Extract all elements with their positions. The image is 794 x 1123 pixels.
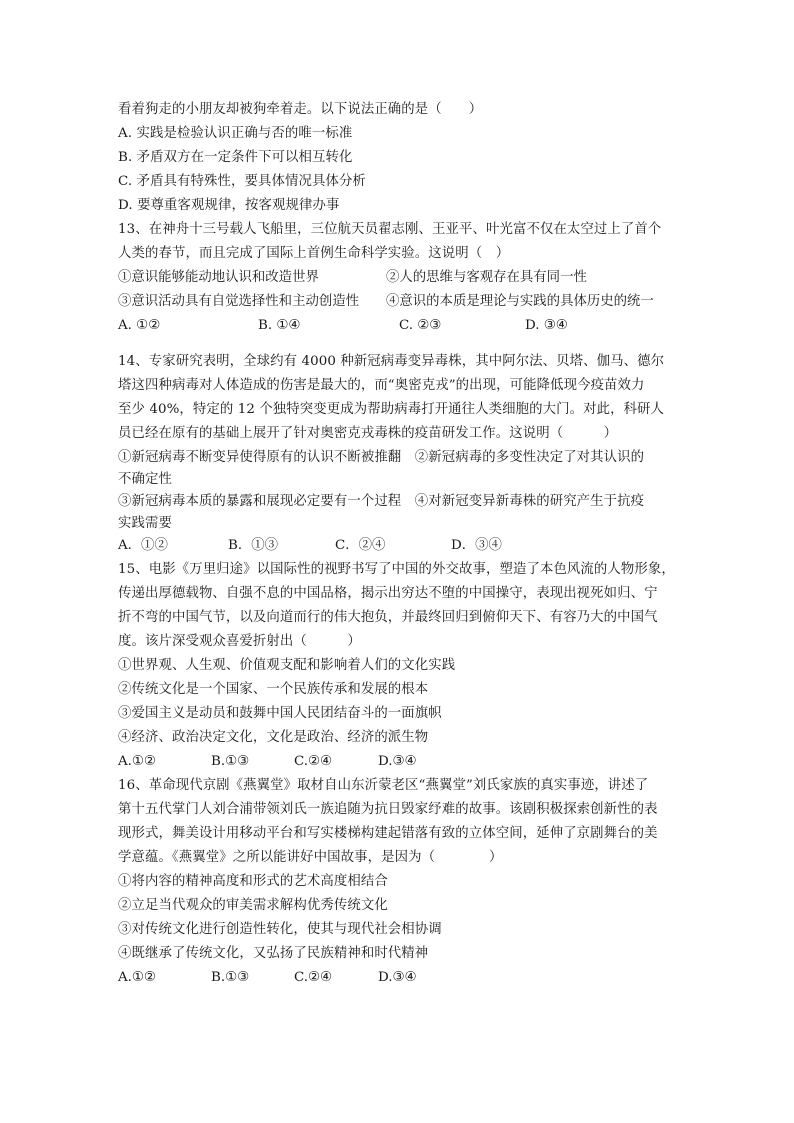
q16-statement-3: ③对传统文化进行创造性转化，使其与现代社会相协调: [118, 922, 442, 937]
q16-stem-line-3: 现形式，舞美设计用移动平台和写实楼梯构建起错落有致的立体空间，延伸了京剧舞台的美: [118, 826, 658, 841]
q16-option-a: A.①②: [118, 970, 156, 985]
q15-stem-line-3: 折不弯的中国气节，以及向道而行的伟大抱负，并最终回归到俯仰天下、有容乃大的中国气: [118, 610, 658, 625]
q14-statement-line-2: 不确定性: [118, 472, 172, 487]
q15-statement-4: ④经济、政治决定文化，文化是政治、经济的派生物: [118, 730, 429, 745]
q14-statement-line-4: 实践需要: [118, 516, 172, 531]
q13-statement-3: ③意识活动具有自觉选择性和主动创造性: [118, 294, 360, 309]
q16-options: [118, 968, 678, 988]
q16-stem-line-4: 学意蕴。《燕翼堂》之所以能讲好中国故事，是因为（ ）: [118, 850, 503, 865]
q15-stem-line-4: 度。该片深受观众喜爱折射出（ ）: [118, 634, 361, 649]
q14-statement-line-1: ①新冠病毒不断变异使得原有的认识不断被推翻 ②新冠病毒的多变性决定了对其认识的: [118, 450, 645, 465]
q14-stem-line-2: 塔这四种病毒对人体造成的伤害是最大的，而“奥密克戎”的出现，可能降低现今疫苗效力: [118, 378, 645, 393]
q12-option-b: B. 矛盾双方在一定条件下可以相互转化: [118, 150, 353, 165]
q14-option-c: C．②④: [335, 538, 386, 553]
q15-option-b: B.①③: [211, 754, 250, 769]
q15-option-c: C.②④: [294, 754, 333, 769]
q15-options: [118, 752, 678, 772]
q15-stem-line-2: 传递出厚德载物、自强不息的中国品格，揭示出穷达不堕的中国操守，表现出视死如归、宁: [118, 586, 658, 601]
q12-option-a: A. 实践是检验认识正确与否的唯一标准: [118, 126, 353, 141]
q13-statement-1: ①意识能够能动地认识和改造世界: [118, 270, 319, 285]
q14-stem-line-3: 至少 40%，特定的 12 个独特突变更成为帮助病毒打开通往人类细胞的大门。对此，科研人: [118, 402, 665, 417]
q15-statement-2: ②传统文化是一个国家、一个民族传承和发展的根本: [118, 682, 429, 697]
q12-option-c: C. 矛盾具有特殊性，要具体情况具体分析: [118, 174, 366, 189]
q16-statement-2: ②立足当代观众的审美需求解构优秀传统文化: [118, 898, 388, 913]
q13-option-d: D. ③④: [525, 318, 568, 333]
q16-option-d: D.③④: [378, 970, 417, 985]
q15-stem-line-1: 15、电影《万里归途》以国际性的视野书写了中国的外交故事，塑造了本色风流的人物形象，: [118, 562, 675, 577]
q13-statements-row-1: [118, 268, 678, 288]
q14-option-a: A．①②: [118, 538, 168, 553]
q12-option-d: D. 要尊重客观规律，按客观规律办事: [118, 198, 340, 213]
q14-options: [118, 536, 678, 556]
q16-statement-1: ①将内容的精神高度和形式的艺术高度相结合: [118, 874, 388, 889]
q16-option-c: C.②④: [294, 970, 333, 985]
q15-statement-1: ①世界观、人生观、价值观支配和影响着人们的文化实践: [118, 658, 456, 673]
q13-options: [118, 316, 678, 336]
q13-statement-2: ②人的思维与客观存在具有同一性: [386, 270, 587, 285]
q14-statement-line-3: ③新冠病毒本质的暴露和展现必定要有一个过程 ④对新冠变异新毒株的研究产生于抗疫: [118, 494, 645, 509]
q13-statements-row-2: [118, 292, 678, 312]
q13-option-b: B. ①④: [258, 318, 301, 333]
q14-option-d: D．③④: [451, 538, 502, 553]
q14-option-b: B．①③: [228, 538, 279, 553]
q16-option-b: B.①③: [211, 970, 250, 985]
q16-stem-line-2: 第十五代掌门人刘合浦带领刘氏一族追随为抗日毁家纾难的故事。该剧积极探索创新性的表: [118, 802, 658, 817]
q15-option-d: D.③④: [378, 754, 417, 769]
q12-stem: 看着狗走的小朋友却被狗牵着走。以下说法正确的是（ ）: [118, 102, 483, 117]
q14-stem-line-4: 员已经在原有的基础上展开了针对奥密克戎毒株的疫苗研发工作。这说明（ ）: [118, 426, 618, 441]
q13-option-a: A. ①②: [118, 318, 161, 333]
q14-stem-line-1: 14、专家研究表明，全球约有 4000 种新冠病毒变异毒株，其中阿尔法、贝塔、伽马、德尔: [118, 354, 665, 369]
q13-option-c: C. ②③: [399, 318, 442, 333]
q13-statement-4: ④意识的本质是理论与实践的具体历史的统一: [386, 294, 654, 309]
q16-stem-line-1: 16、革命现代京剧《燕翼堂》取材自山东沂蒙老区“燕翼堂”刘氏家族的真实事迹，讲述了: [118, 778, 649, 793]
q13-stem-line-2: 人类的春节，而且完成了国际上首例生命科学实验。这说明（ ）: [118, 246, 510, 261]
q16-statement-4: ④既继承了传统文化，又弘扬了民族精神和时代精神: [118, 946, 429, 961]
q13-stem-line-1: 13、在神舟十三号载人飞船里，三位航天员翟志刚、王亚平、叶光富不仅在太空过上了首个: [118, 222, 662, 237]
q15-statement-3: ③爱国主义是动员和鼓舞中国人民团结奋斗的一面旗帜: [118, 706, 442, 721]
q15-option-a: A.①②: [118, 754, 156, 769]
